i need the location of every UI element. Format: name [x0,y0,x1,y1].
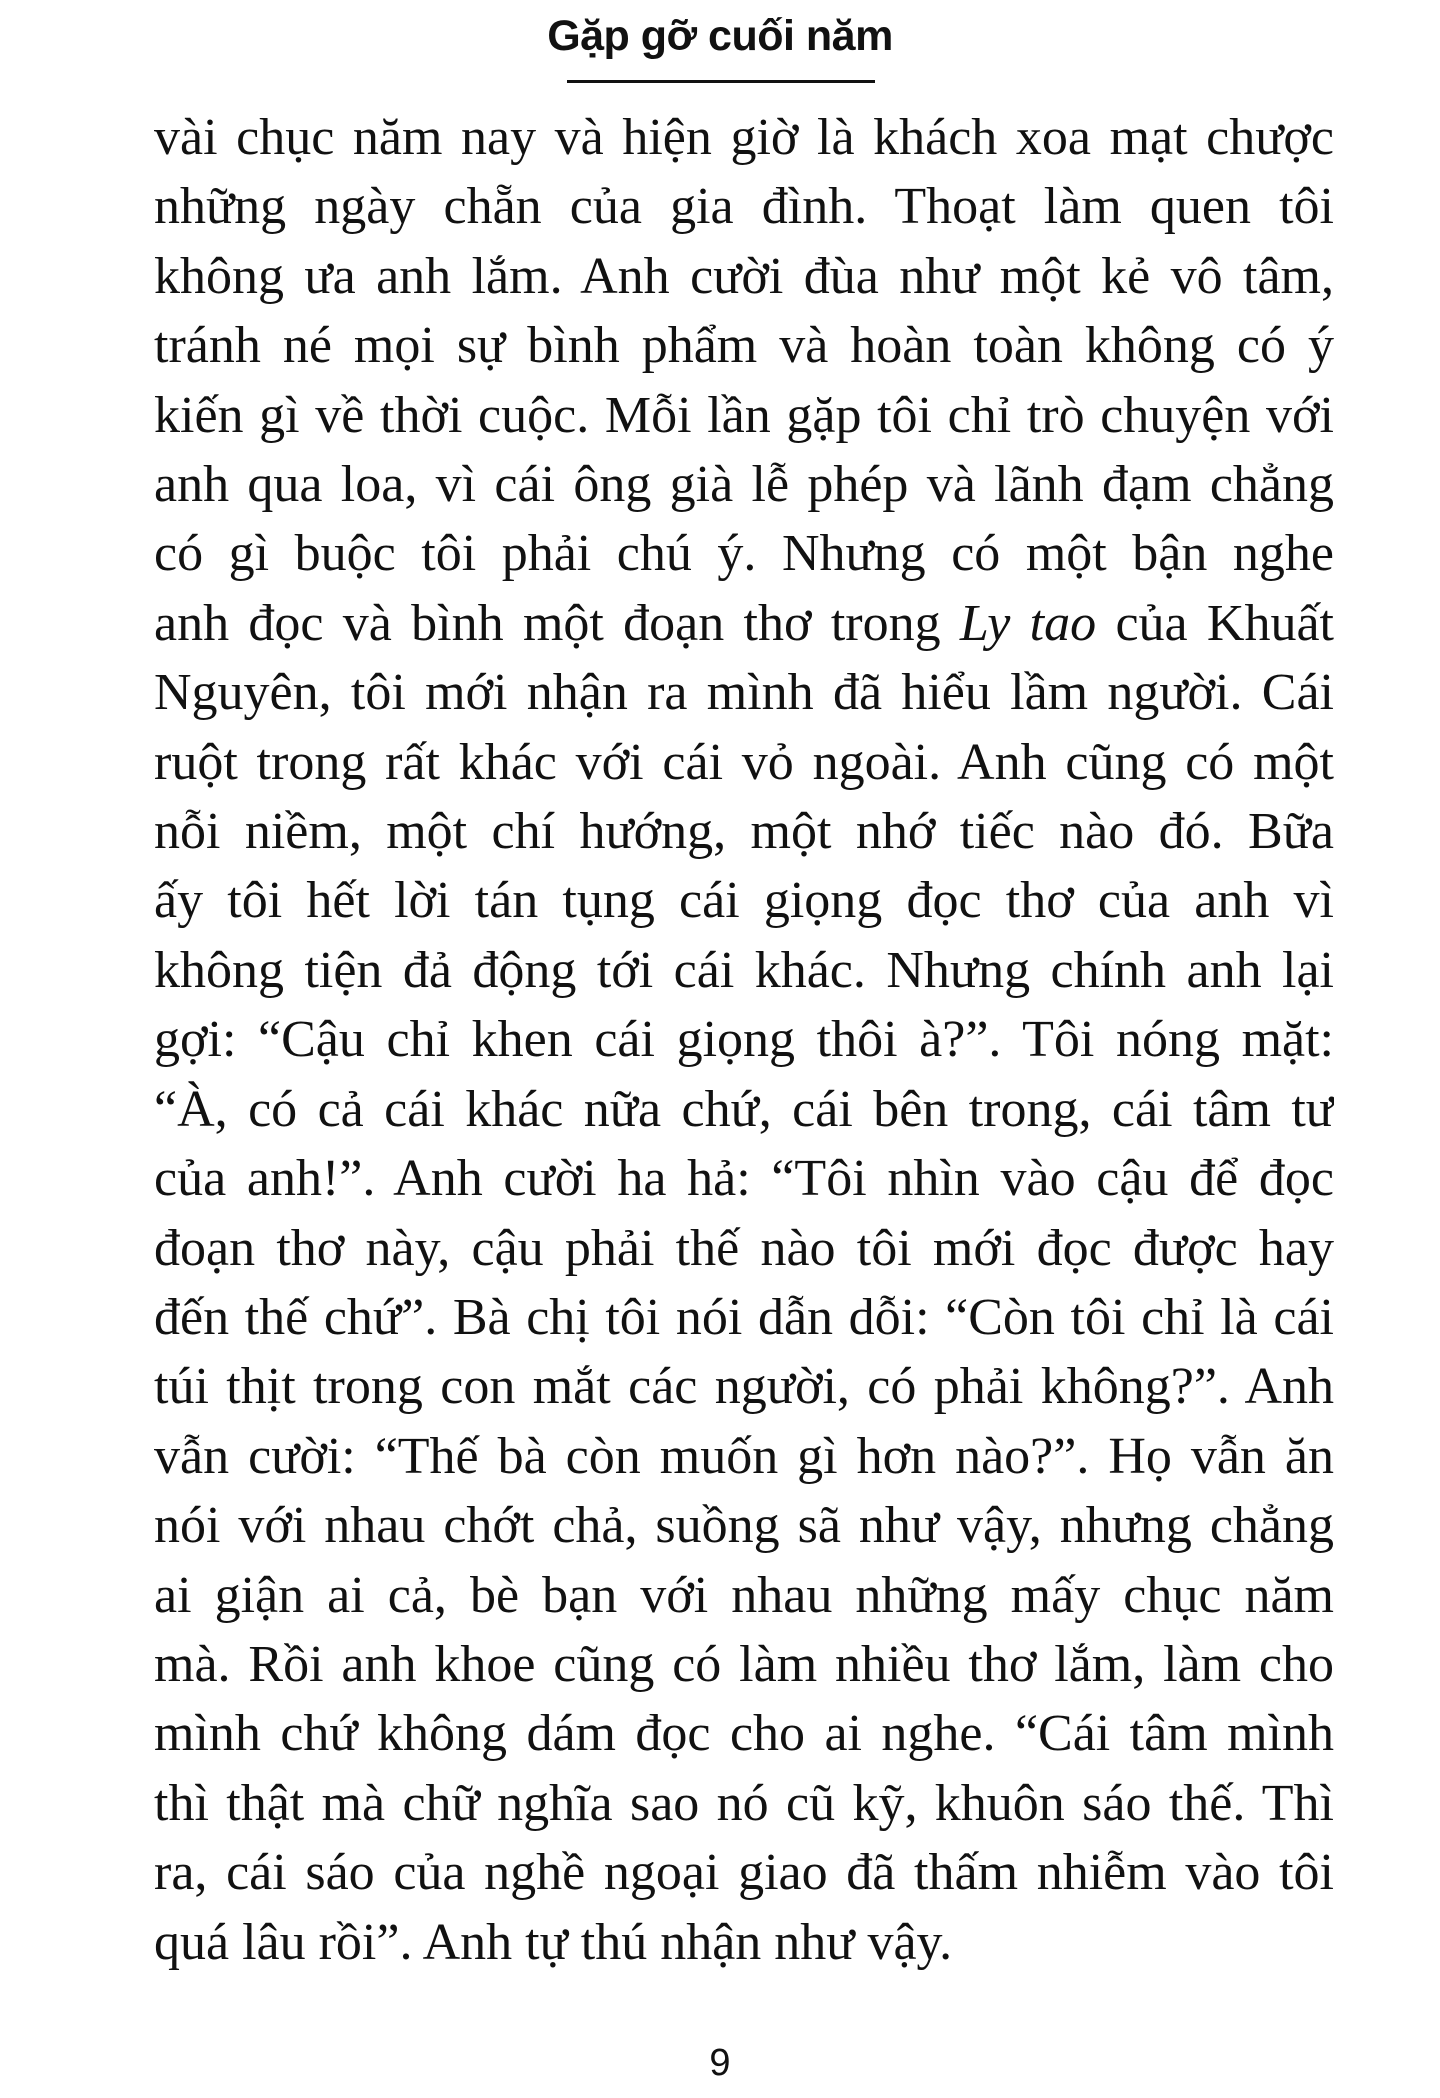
text-line: gợi: “Cậu chỉ khen cái giọng thôi à?”. Tôi nóng mặt: [154,1011,1334,1069]
page-number: 9 [709,2042,731,2084]
text-line: ruột trong rất khác với cái vỏ ngoài. Anh cũng có một [154,733,1334,791]
text-line: túi thịt trong con mắt các người, có phải không?”. Anh [154,1358,1334,1416]
text-line: tránh né mọi sự bình phẩm và hoàn toàn không có ý [154,317,1334,375]
text-segment: của Khuất [1096,594,1334,652]
text-line: đến thế chứ”. Bà chị tôi nói dẫn dỗi: “Còn tôi chỉ là cái [154,1288,1334,1346]
text-line: Nguyên, tôi mới nhận ra mình đã hiểu lầm người. Cái [154,664,1334,722]
text-line: của anh!”. Anh cười ha hả: “Tôi nhìn vào cậu để đọc [154,1150,1334,1208]
text-line: đoạn thơ này, cậu phải thế nào tôi mới đọc được hay [154,1219,1334,1277]
text-line: ra, cái sáo của nghề ngoại giao đã thấm nhiễm vào tôi [154,1844,1334,1902]
text-line: mà. Rồi anh khoe cũng có làm nhiều thơ lắm, làm cho [154,1635,1334,1693]
text-line: anh qua loa, vì cái ông già lễ phép và lãnh đạm chẳng [154,456,1334,514]
text-line: ai giận ai cả, bè bạn với nhau những mấy chục năm [154,1566,1334,1624]
running-header-title: Gặp gỡ cuối năm [547,12,893,60]
text-segment: anh đọc và bình một đoạn thơ trong [154,594,960,652]
text-line: có gì buộc tôi phải chú ý. Nhưng có một bận nghe [154,525,1334,583]
text-line: nỗi niềm, một chí hướng, một nhớ tiếc nào đó. Bữa [154,803,1334,861]
text-line: vẫn cười: “Thế bà còn muốn gì hơn nào?”. Họ vẫn ăn [154,1427,1334,1485]
text-line-last: quá lâu rồi”. Anh tự thú nhận như vậy. [154,1913,953,1971]
text-line: những ngày chẵn của gia đình. Thoạt làm quen tôi [154,178,1334,236]
header-underline [567,80,875,83]
text-line: vài chục năm nay và hiện giờ là khách xoa mạt chược [154,109,1334,166]
book-title-ly-tao: Ly tao [959,594,1097,652]
text-line: nói với nhau chớt chả, suồng sã như vậy, nhưng chẳng [154,1497,1334,1555]
text-line-with-italic-title [154,589,1334,658]
body-text [154,103,1334,1977]
text-line: không tiện đả động tới cái khác. Nhưng chính anh lại [154,941,1334,999]
text-line: ấy tôi hết lời tán tụng cái giọng đọc thơ của anh vì [154,872,1334,930]
text-line: thì thật mà chữ nghĩa sao nó cũ kỹ, khuôn sáo thế. Thì [154,1774,1334,1832]
text-line: không ưa anh lắm. Anh cười đùa như một kẻ vô tâm, [154,247,1334,305]
text-line: kiến gì về thời cuộc. Mỗi lần gặp tôi chỉ trò chuyện với [154,386,1334,444]
text-line: mình chứ không dám đọc cho ai nghe. “Cái tâm mình [154,1705,1334,1763]
text-line: “À, có cả cái khác nữa chứ, cái bên trong, cái tâm tư [154,1080,1334,1138]
